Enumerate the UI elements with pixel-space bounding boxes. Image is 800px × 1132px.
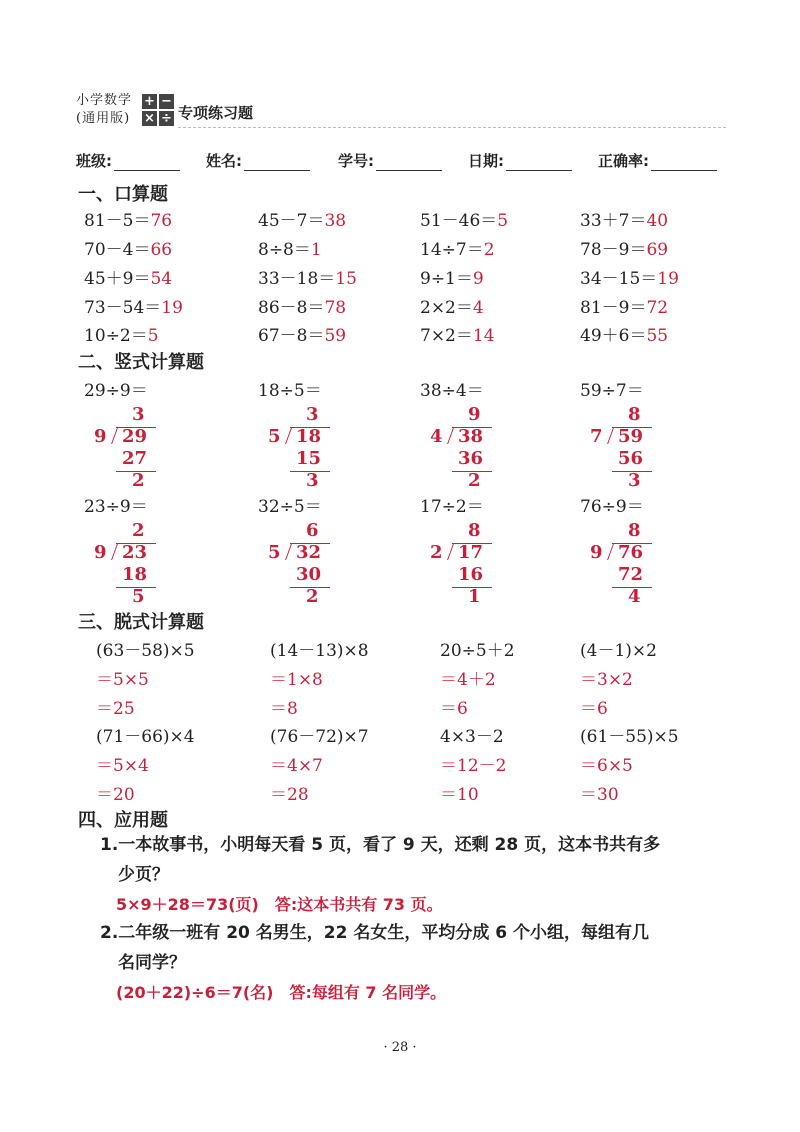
- oral-item: [258, 264, 357, 289]
- remainder: 3: [628, 470, 641, 491]
- division-question: 23÷9＝: [84, 497, 148, 517]
- remainder: 3: [306, 470, 319, 491]
- dividend: 76: [618, 542, 644, 563]
- stepwise-result: ＝30: [580, 785, 619, 805]
- oral-answer: 14: [472, 326, 495, 346]
- divisor: 5: [268, 542, 281, 563]
- division-bracket: [447, 428, 454, 444]
- oral-item: [420, 235, 495, 260]
- problem-2-line1: 2.二年级一班有 20 名男生，22 名女生，平均分成 6 个小组，每组有几: [100, 923, 650, 943]
- oral-item: [580, 264, 679, 289]
- oral-item: [580, 321, 668, 346]
- brand-line1: 小学数学: [76, 93, 133, 108]
- page-header: [76, 92, 726, 132]
- stepwise-step1: ＝1×8: [270, 670, 323, 690]
- subtraction-line: [116, 471, 156, 472]
- oral-question: 86－8＝: [258, 298, 325, 318]
- stepwise-result: ＝6: [580, 699, 608, 719]
- oral-answer: 69: [646, 240, 669, 260]
- subtraction-line: [612, 471, 652, 472]
- division-bracket: [607, 428, 614, 444]
- oral-question: 2×2＝: [420, 298, 473, 318]
- quotient: 3: [132, 404, 145, 425]
- division-question: 32÷5＝: [258, 497, 322, 517]
- dividend: 17: [458, 542, 484, 563]
- stepwise-result: ＝8: [270, 699, 298, 719]
- stepwise-step1: ＝12－2: [440, 756, 507, 776]
- stepwise-question: 20÷5＋2: [440, 641, 515, 661]
- quotient: 8: [628, 520, 641, 541]
- oral-question: 7×2＝: [420, 326, 473, 346]
- divisor: 2: [430, 542, 443, 563]
- problem-1-answer: 5×9＋28＝73(页) 答:这本书共有 73 页。: [116, 895, 443, 914]
- division-bracket: [111, 428, 118, 444]
- quotient: 8: [468, 520, 481, 541]
- quotient: 2: [132, 520, 145, 541]
- oral-item: [258, 293, 346, 318]
- oral-item: [84, 264, 172, 289]
- divide-icon: ÷: [159, 111, 174, 126]
- stepwise-step1: ＝6×5: [580, 756, 633, 776]
- oral-answer: 4: [472, 298, 484, 318]
- oral-answer: 1: [310, 240, 322, 260]
- dividend: 23: [122, 542, 148, 563]
- stepwise-step1: ＝5×5: [96, 670, 149, 690]
- oral-question: 78－9＝: [580, 240, 647, 260]
- oral-answer: 59: [324, 326, 347, 346]
- problem-1-line2: 少页？: [118, 865, 169, 885]
- long-division: [430, 520, 520, 620]
- division-bracket: [111, 544, 118, 560]
- oral-question: 73－54＝: [84, 298, 162, 318]
- stepwise-result: ＝6: [440, 699, 468, 719]
- subtraction-line: [290, 471, 330, 472]
- division-bar: [452, 543, 492, 544]
- product: 18: [122, 564, 148, 585]
- oral-item: [420, 206, 508, 231]
- name-label: 姓名:: [206, 152, 242, 170]
- division-question: 29÷9＝: [84, 381, 148, 401]
- quotient: 8: [628, 404, 641, 425]
- division-question: 38÷4＝: [420, 381, 484, 401]
- oral-question: 33－18＝: [258, 269, 336, 289]
- product: 30: [296, 564, 322, 585]
- long-division: [268, 520, 358, 620]
- oral-question: 14÷7＝: [420, 240, 484, 260]
- oral-answer: 19: [161, 298, 183, 318]
- remainder: 5: [132, 586, 145, 607]
- division-bar: [290, 543, 330, 544]
- stepwise-step1: ＝5×4: [96, 756, 149, 776]
- name-field[interactable]: [206, 150, 310, 171]
- oral-item: [258, 206, 346, 231]
- times-icon: ×: [142, 111, 157, 126]
- oral-answer: 55: [646, 326, 669, 346]
- dividend: 18: [296, 426, 322, 447]
- oral-item: [84, 293, 183, 318]
- remainder: 2: [132, 470, 145, 491]
- worksheet-title: 专项练习题: [178, 104, 254, 122]
- divisor: 9: [590, 542, 603, 563]
- oral-answer: 54: [150, 269, 173, 289]
- division-bracket: [285, 544, 292, 560]
- oral-question: 45－7＝: [258, 211, 325, 231]
- oral-answer: 40: [646, 211, 669, 231]
- minus-icon: −: [159, 94, 174, 109]
- oral-question: 81－9＝: [580, 298, 647, 318]
- product: 27: [122, 448, 148, 469]
- oral-item: [84, 206, 172, 231]
- section-title-vertical: 二、竖式计算题: [78, 352, 204, 373]
- oral-answer: 72: [646, 298, 669, 318]
- oral-item: [258, 321, 346, 346]
- class-label: 班级:: [76, 152, 112, 170]
- problem-2-line2: 名同学？: [118, 953, 186, 973]
- oral-answer: 38: [324, 211, 347, 231]
- oral-question: 9÷1＝: [420, 269, 473, 289]
- plus-icon: +: [142, 94, 157, 109]
- dividend: 38: [458, 426, 484, 447]
- subtraction-line: [452, 587, 492, 588]
- division-question: 76÷9＝: [580, 497, 644, 517]
- oral-question: 49＋6＝: [580, 326, 647, 346]
- brand-line2: (通用版): [76, 111, 131, 126]
- problem-2-answer: (20＋22)÷6＝7(名) 答:每组有 7 名同学。: [116, 983, 447, 1002]
- product: 72: [618, 564, 644, 585]
- oral-item: [420, 264, 484, 289]
- long-division: [268, 404, 358, 504]
- remainder: 2: [306, 586, 319, 607]
- student-id-label: 学号:: [338, 152, 374, 170]
- oral-item: [580, 206, 668, 231]
- product: 16: [458, 564, 484, 585]
- oral-answer: 9: [472, 269, 484, 289]
- division-bracket: [285, 428, 292, 444]
- long-division: [94, 404, 184, 504]
- division-bracket: [607, 544, 614, 560]
- stepwise-question: (71－66)×4: [96, 727, 195, 747]
- class-field[interactable]: [76, 150, 180, 171]
- division-question: 17÷2＝: [420, 497, 484, 517]
- oral-item: [84, 235, 172, 260]
- stepwise-question: (63－58)×5: [96, 641, 195, 661]
- long-division: [590, 520, 680, 620]
- oral-question: 81－5＝: [84, 211, 151, 231]
- oral-answer: 5: [147, 326, 159, 346]
- stepwise-question: 4×3－2: [440, 727, 504, 747]
- remainder: 4: [628, 586, 641, 607]
- oral-item: [258, 235, 322, 260]
- date-label: 日期:: [468, 152, 504, 170]
- oral-question: 10÷2＝: [84, 326, 148, 346]
- oral-answer: 19: [657, 269, 679, 289]
- stepwise-step1: ＝4＋2: [440, 670, 496, 690]
- stepwise-question: (76－72)×7: [270, 727, 369, 747]
- divisor: 9: [94, 542, 107, 563]
- stepwise-result: ＝28: [270, 785, 309, 805]
- stepwise-result: ＝10: [440, 785, 479, 805]
- accuracy-field[interactable]: [598, 150, 717, 171]
- page-number: · 28 ·: [383, 1040, 417, 1055]
- header-divider: [178, 127, 726, 128]
- dividend: 29: [122, 426, 148, 447]
- product: 36: [458, 448, 484, 469]
- oral-answer: 15: [335, 269, 357, 289]
- product: 15: [296, 448, 322, 469]
- oral-question: 45＋9＝: [84, 269, 151, 289]
- accuracy-label: 正确率:: [598, 152, 649, 170]
- oral-item: [580, 235, 668, 260]
- divisor: 7: [590, 426, 603, 447]
- division-bar: [612, 427, 652, 428]
- brand: [76, 92, 132, 128]
- word-problem-1: [100, 830, 740, 890]
- quotient: 6: [306, 520, 319, 541]
- stepwise-question: (61－55)×5: [580, 727, 679, 747]
- stepwise-result: ＝20: [96, 785, 135, 805]
- oral-answer: 66: [150, 240, 173, 260]
- dividend: 59: [618, 426, 644, 447]
- oral-question: 33＋7＝: [580, 211, 647, 231]
- divisor: 9: [94, 426, 107, 447]
- section-title-word-problems: 四、应用题: [78, 810, 168, 831]
- long-division: [94, 520, 184, 620]
- division-bar: [116, 543, 156, 544]
- oral-answer: 2: [483, 240, 495, 260]
- divisor: 5: [268, 426, 281, 447]
- division-bar: [116, 427, 156, 428]
- oral-item: [580, 293, 668, 318]
- division-bracket: [447, 544, 454, 560]
- remainder: 2: [468, 470, 481, 491]
- dividend: 32: [296, 542, 322, 563]
- section-title-stepwise: 三、脱式计算题: [78, 612, 204, 633]
- division-bar: [290, 427, 330, 428]
- stepwise-question: (4－1)×2: [580, 641, 657, 661]
- oral-question: 8÷8＝: [258, 240, 311, 260]
- long-division: [430, 404, 520, 504]
- stepwise-step1: ＝4×7: [270, 756, 323, 776]
- division-question: 18÷5＝: [258, 381, 322, 401]
- remainder: 1: [468, 586, 481, 607]
- date-field[interactable]: [468, 150, 572, 171]
- subtraction-line: [612, 587, 652, 588]
- division-question: 59÷7＝: [580, 381, 644, 401]
- division-bar: [452, 427, 492, 428]
- oral-item: [420, 293, 484, 318]
- oral-item: [84, 321, 159, 346]
- oral-answer: 76: [150, 211, 173, 231]
- word-problem-2: [100, 918, 740, 978]
- oral-answer: 5: [497, 211, 509, 231]
- problem-1-line1: 1.一本故事书，小明每天看 5 页，看了 9 天，还剩 28 页，这本书共有多: [100, 835, 661, 855]
- oral-question: 67－8＝: [258, 326, 325, 346]
- oral-item: [420, 321, 495, 346]
- section-title-oral: 一、口算题: [78, 184, 168, 205]
- top-band: [0, 0, 800, 60]
- subtraction-line: [290, 587, 330, 588]
- division-bar: [612, 543, 652, 544]
- subtraction-line: [452, 471, 492, 472]
- stepwise-step1: ＝3×2: [580, 670, 633, 690]
- subtraction-line: [116, 587, 156, 588]
- product: 56: [618, 448, 644, 469]
- oral-answer: 78: [324, 298, 347, 318]
- student-info-row: [76, 150, 726, 172]
- divisor: 4: [430, 426, 443, 447]
- oral-question: 34－15＝: [580, 269, 658, 289]
- stepwise-question: (14－13)×8: [270, 641, 369, 661]
- quotient: 3: [306, 404, 319, 425]
- oral-question: 51－46＝: [420, 211, 498, 231]
- operator-icons: [142, 94, 174, 128]
- quotient: 9: [468, 404, 481, 425]
- student-id-field[interactable]: [338, 150, 442, 171]
- oral-question: 70－4＝: [84, 240, 151, 260]
- long-division: [590, 404, 680, 504]
- stepwise-result: ＝25: [96, 699, 135, 719]
